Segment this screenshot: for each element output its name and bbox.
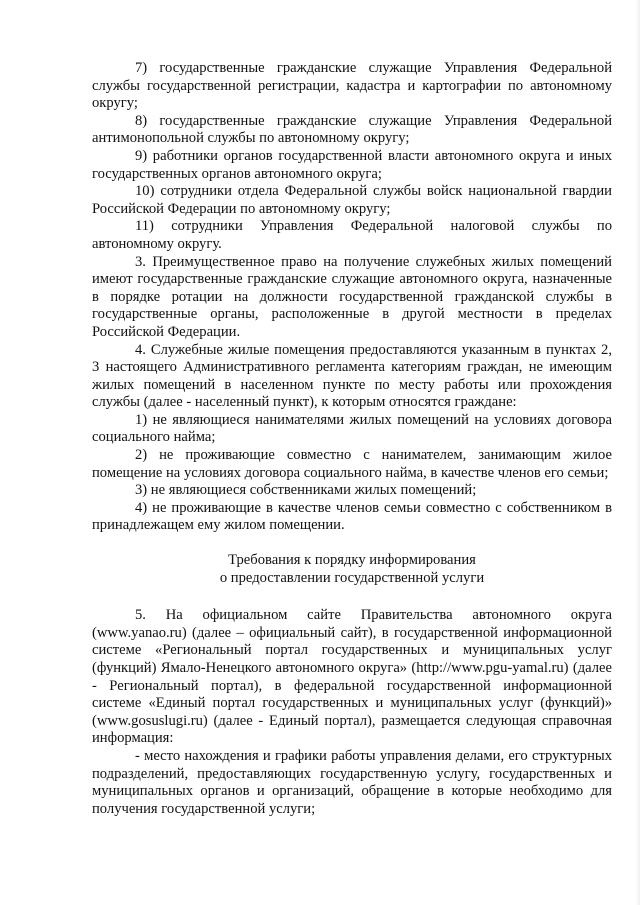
paragraph-item-10: 10) сотрудники отдела Федеральной службы войск национальной гвардии Российской Федерации по автономному округу; [92, 183, 612, 217]
paragraph-subitem-3: 3) не являющиеся собственниками жилых помещений; [135, 482, 477, 499]
paragraph-subitem-4: 4) не проживающие в качестве членов семьи совместно с собственником в принадлежащем ему жилом помещении. [92, 499, 612, 534]
paragraph-subitem-2: 2) не проживающие совместно с нанимателем, занимающим жилое помещение на условиях договора социального найма, в качестве членов его семьи; [92, 447, 612, 481]
section-heading-line-2: о предоставлении государственной услуги [219, 569, 485, 586]
paragraph-clause-4: 4. Служебные жилые помещения предоставляются указанным в пунктах 2, 3 настоящего Административного регламента категориям граждан, не имеющим жилых помещений в населенном пункте по месту работы или прохождения службы (далее - населенный пункт), к которым относятся граждане: [92, 341, 612, 411]
paragraph-clause-3: 3. Преимущественное право на получение служебных жилых помещений имеют государственные гражданские служащие автономного округа, назначенные в порядке ротации на должности государственной гражданской службы в государственные органы, расположенные в другой местности в пределах Российской Федерации. [92, 253, 612, 340]
section-heading-line-1: Требования к порядку информирования [228, 552, 476, 569]
paragraph-subitem-1: 1) не являющиеся нанимателями жилых помещений на условиях договора социального найма; [92, 411, 612, 446]
section-heading [92, 552, 612, 587]
paragraph-clause-5: 5. На официальном сайте Правительства автономного округа (www.yanao.ru) (далее – официальный сайт), в государственной информационной системе «Региональный портал государственных и муниципальных услуг (функций) Ямало-Ненецкого автономного округа» (http://www.pgu-yamal.ru) (далее - Региональный портал), в федеральной государственной информационной системе «Единый портал государственных и муниципальных услуг (функций)» (www.gosuslugi.ru) (далее - Единый портал), размещается следующая справочная информация: [92, 607, 612, 747]
scan-edge-shadow [636, 0, 640, 905]
paragraph-item-7: 7) государственные гражданские служащие Управления Федеральной службы государственной регистрации, кадастра и картографии по автономному округу; [92, 60, 612, 112]
paragraph-item-11: 11) сотрудники Управления Федеральной налоговой службы по автономному округу. [92, 218, 612, 252]
paragraph-item-9: 9) работники органов государственной власти автономного округа и иных государственных органов автономного округа; [92, 147, 612, 182]
paragraph-info-item: - место нахождения и графики работы управления делами, его структурных подразделений, предоставляющих государственную услугу, государственных и муниципальных органов и организаций, обращение в которые необходимо для получения государственной услуги; [92, 747, 612, 817]
paragraph-item-8: 8) государственные гражданские служащие Управления Федеральной антимонопольной службы по автономному округу; [92, 112, 612, 147]
